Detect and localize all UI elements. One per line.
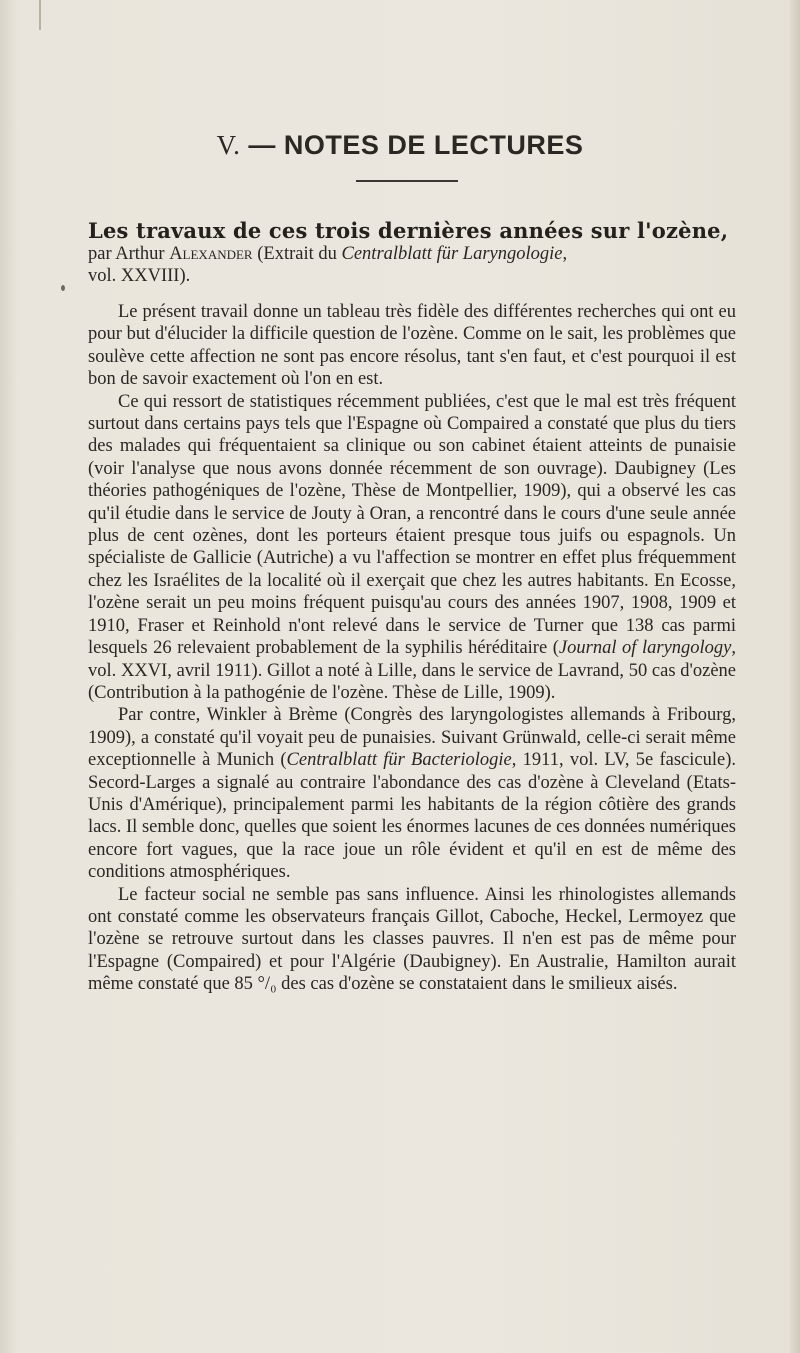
paragraph-text: Ce qui ressort de statistiques récemment publiées, c'est que le mal est très fréquent surtout dans certains pays tels que l'Espagne où Compaired a constaté que plus du tiers des malades qui fréquentaient sa clinique ou son cabinet étaient atteints de punaisie (voir l'analyse que nous avons donnée récemment de son ouvrage). Daubigney (Les théories pathogéniques de l'ozène, Thèse de Montpellier, 1909), qui a observé les cas qu'il étudie dans le service de Jouty à Oran, a rencontré dans le cours d'une seule année plus de cent ozènes, dont les porteurs étaient presque tous juifs ou espagnols. Un spécialiste de Gallicie (Autriche) a vu l'affection se montrer en effet plus fréquemment chez les Israélites de la localité où il exerçait que chez les autres habitants. En Ecosse, l'ozène serait un peu moins fréquent puisqu'au cours des années 1907, 1908, 1909 et 1910, Fraser et Reinhold n'ont relevé dans le service de Turner que 138 cas parmi lesquels 26 relevaient probablement de la syphilis héréditaire ( xyxy=(88,391,736,659)
article-body xyxy=(88,301,736,996)
section-dash: — xyxy=(248,130,276,160)
paragraph-1 xyxy=(88,301,736,391)
byline-author: Alexander xyxy=(169,244,253,264)
paragraph-text: Le présent travail donne un tableau très fidèle des différentes recherches qui ont eu pour but d'élucider la difficile question de l'ozène. Comme on le sait, les problèmes que soulève cette affection ne sont pas encore résolus, tant s'en faut, et c'est pourquoi il est bon de savoir exactement où l'on en est. xyxy=(88,302,736,390)
paragraph-text: Le facteur social ne semble pas sans influence. Ainsi les rhinologistes allemands ont constaté comme les observateurs français Gillot, Caboche, Heckel, Lermoyez que l'ozène se retrouve surtout dans les classes pauvres. Il n'en est pas de même pour l'Espagne (Compaired) et pour l'Algérie (Daubigney). En Australie, Hamilton aurait même constaté que 85 °/₀ des cas d'ozène se constataient dans le smilieux aisés. xyxy=(88,884,736,995)
paragraph-text: , vol. XXVI, avril 1911). Gillot a noté à Lille, dans le service de Lavrand, 50 cas d'ozène (Contribution à la pathogénie de l'ozène. Thèse de Lille, 1909). xyxy=(88,638,737,703)
section-title xyxy=(0,130,800,161)
paragraph-text: , 1911, vol. LV, 5e fascicule). Secord-Larges a signalé au contraire l'abondance des cas d'ozène à Cleveland (Etats-Unis d'Amérique), principalement parmi les habitants de la région côtière des grands lacs. Il semble donc, quelles que soient les énormes lacunes de ces données numériques encore fort vagues, que la race joue un rôle évident et qu'il en est de même des conditions atmosphériques. xyxy=(88,750,737,883)
article-heading: Les travaux de ces trois dernières années sur l'ozène, xyxy=(88,218,729,243)
paragraph-2 xyxy=(88,391,736,705)
margin-mark xyxy=(39,0,41,30)
italic-citation: Centralblatt für Bacteriologie xyxy=(286,750,512,771)
article-byline xyxy=(88,243,736,287)
page-edge xyxy=(790,0,800,1353)
paragraph-3 xyxy=(88,704,736,883)
article xyxy=(88,218,736,996)
ink-speck xyxy=(61,285,65,291)
section-number: V. xyxy=(216,130,241,160)
paragraph-text: Par contre, Winkler à Brème (Congrès des laryngologistes allemands à Fribourg, 1909), a constaté qu'il voyait peu de punaisies. Suivant Grünwald, celle-ci serait même exceptionnelle à Munich ( xyxy=(88,705,736,771)
byline-line-2: vol. XXVIII). xyxy=(88,266,191,286)
title-rule xyxy=(356,180,458,182)
italic-citation: Journal of laryngology xyxy=(558,638,732,659)
byline-middle: (Extrait du xyxy=(252,244,342,264)
byline-journal: Centralblatt für Laryngologie xyxy=(341,244,563,264)
section-title-text: NOTES DE LECTURES xyxy=(283,130,584,160)
byline-line-1 xyxy=(88,243,736,265)
paragraph-4 xyxy=(88,884,736,996)
byline-suffix: , xyxy=(562,244,568,264)
byline-prefix: par Arthur xyxy=(88,244,170,264)
